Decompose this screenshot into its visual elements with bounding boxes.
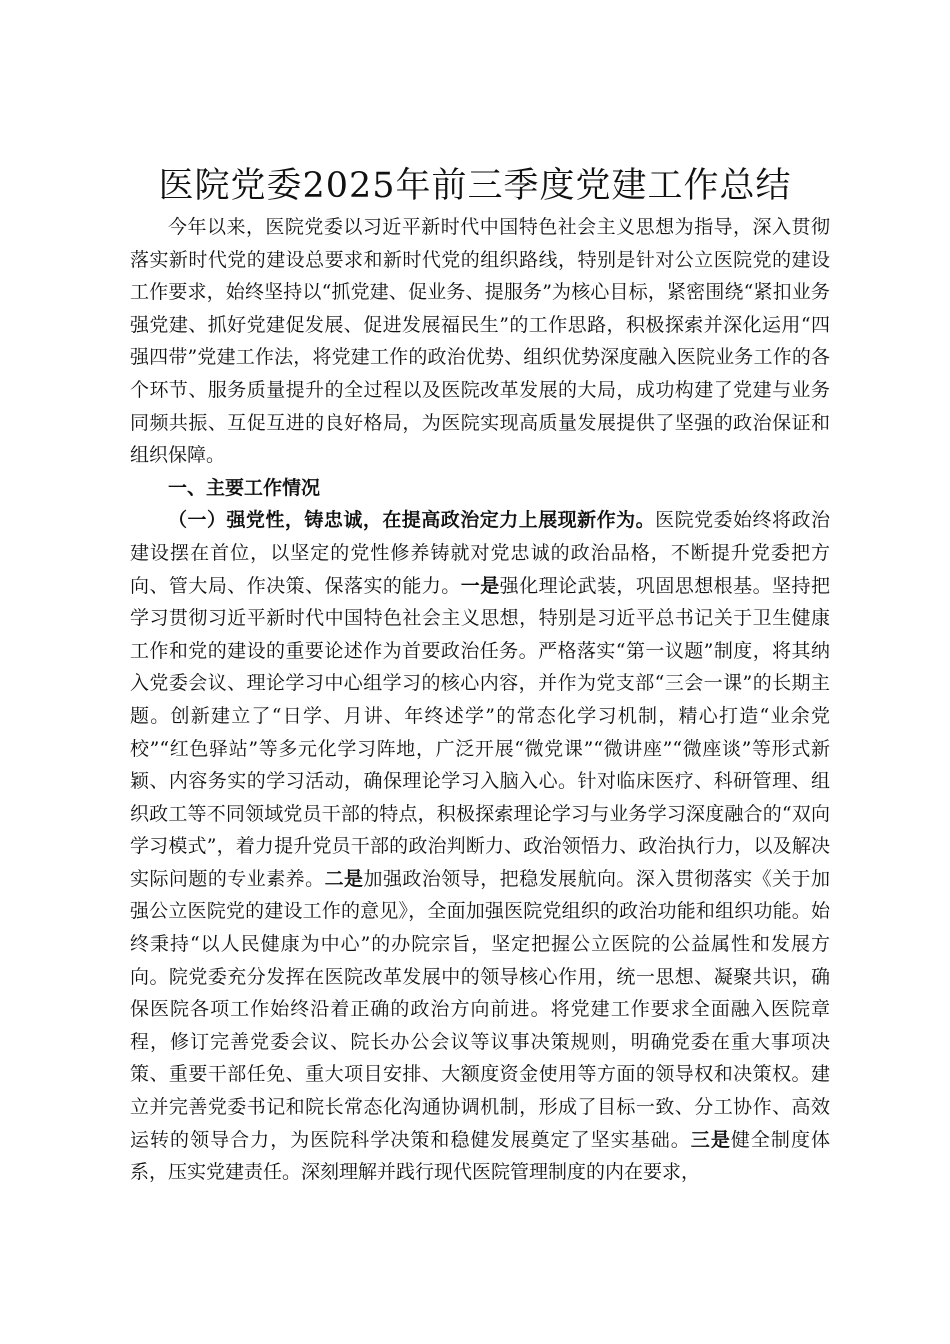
document-title: 医院党委2025年前三季度党建工作总结 <box>158 166 792 206</box>
subsection-paragraph-1 <box>130 504 830 1188</box>
paragraph-text: 医院党委始终将政治建设摆在首位，以坚定的党性修养铸就对党忠诚的政治品格，不断提升党委把方向、管大局、作决策、保落实的能力。 <box>130 509 830 597</box>
enumeration-marker: 二是 <box>324 867 364 890</box>
document-body <box>130 211 830 1189</box>
enumeration-marker: 三是 <box>690 1128 731 1151</box>
subsection-heading-1: （一）强党性，铸忠诚，在提高政治定力上展现新作为。 <box>168 509 656 532</box>
intro-paragraph: 今年以来，医院党委以习近平新时代中国特色社会主义思想为指导，深入贯彻落实新时代党的建设总要求和新时代党的组织路线，特别是针对公立医院党的建设工作要求，始终坚持以“抓党建、促业务、提服务”为核心目标，紧密围绕“紧扣业务强党建、抓好党建促发展、促进发展福民生”的工作思路，积极探索并深化运用“四强四带”党建工作法，将党建工作的政治优势、组织优势深度融入医院业务工作的各个环节、服务质量提升的全过程以及医院改革发展的大局，成功构建了党建与业务同频共振、互促互进的良好格局，为医院实现高质量发展提供了坚强的政治保证和组织保障。 <box>130 216 830 467</box>
section-heading-main-work: 一、主要工作情况 <box>168 476 321 499</box>
paragraph-text: 强化理论武装，巩固思想根基。坚持把学习贯彻习近平新时代中国特色社会主义思想，特别是习近平总书记关于卫生健康工作和党的建设的重要论述作为首要政治任务。严格落实“第一议题”制度，将其纳入党委会议、理论学习中心组学习的核心内容，并作为党支部“三会一课”的长期主题。创新建立了“日学、月讲、年终述学”的常态化学习机制，精心打造“业余党校”“红色驿站”等多元化学习阵地，广泛开展“微党课”“微讲座”“微座谈”等形式新颖、内容务实的学习活动，确保理论学习入脑入心。针对临床医疗、科研管理、组织政工等不同领域党员干部的特点，积极探索理论学习与业务学习深度融合的“双向学习模式”，着力提升党员干部的政治判断力、政治领悟力、政治执行力，以及解决实际问题的专业素养。 <box>130 574 830 890</box>
enumeration-marker: 一是 <box>460 574 500 597</box>
paragraph-text: 健全制度体系，压实党建责任。深刻理解并践行现代医院管理制度的内在要求， <box>130 1128 830 1184</box>
paragraph-text: 加强政治领导，把稳发展航向。深入贯彻落实《关于加强公立医院党的建设工作的意见》，全面加强医院党组织的政治功能和组织功能。始终秉持“以人民健康为中心”的办院宗旨，坚定把握公立医院的公益属性和发展方向。院党委充分发挥在医院改革发展中的领导核心作用，统一思想、凝聚共识，确保医院各项工作始终沿着正确的政治方向前进。将党建工作要求全面融入医院章程，修订完善党委会议、院长办公会议等议事决策规则，明确党委在重大事项决策、重要干部任免、重大项目安排、大额度资金使用等方面的领导权和决策权。建立并完善党委书记和院长常态化沟通协调机制，形成了目标一致、分工协作、高效运转的领导合力，为医院科学决策和稳健发展奠定了坚实基础。 <box>130 867 830 1151</box>
